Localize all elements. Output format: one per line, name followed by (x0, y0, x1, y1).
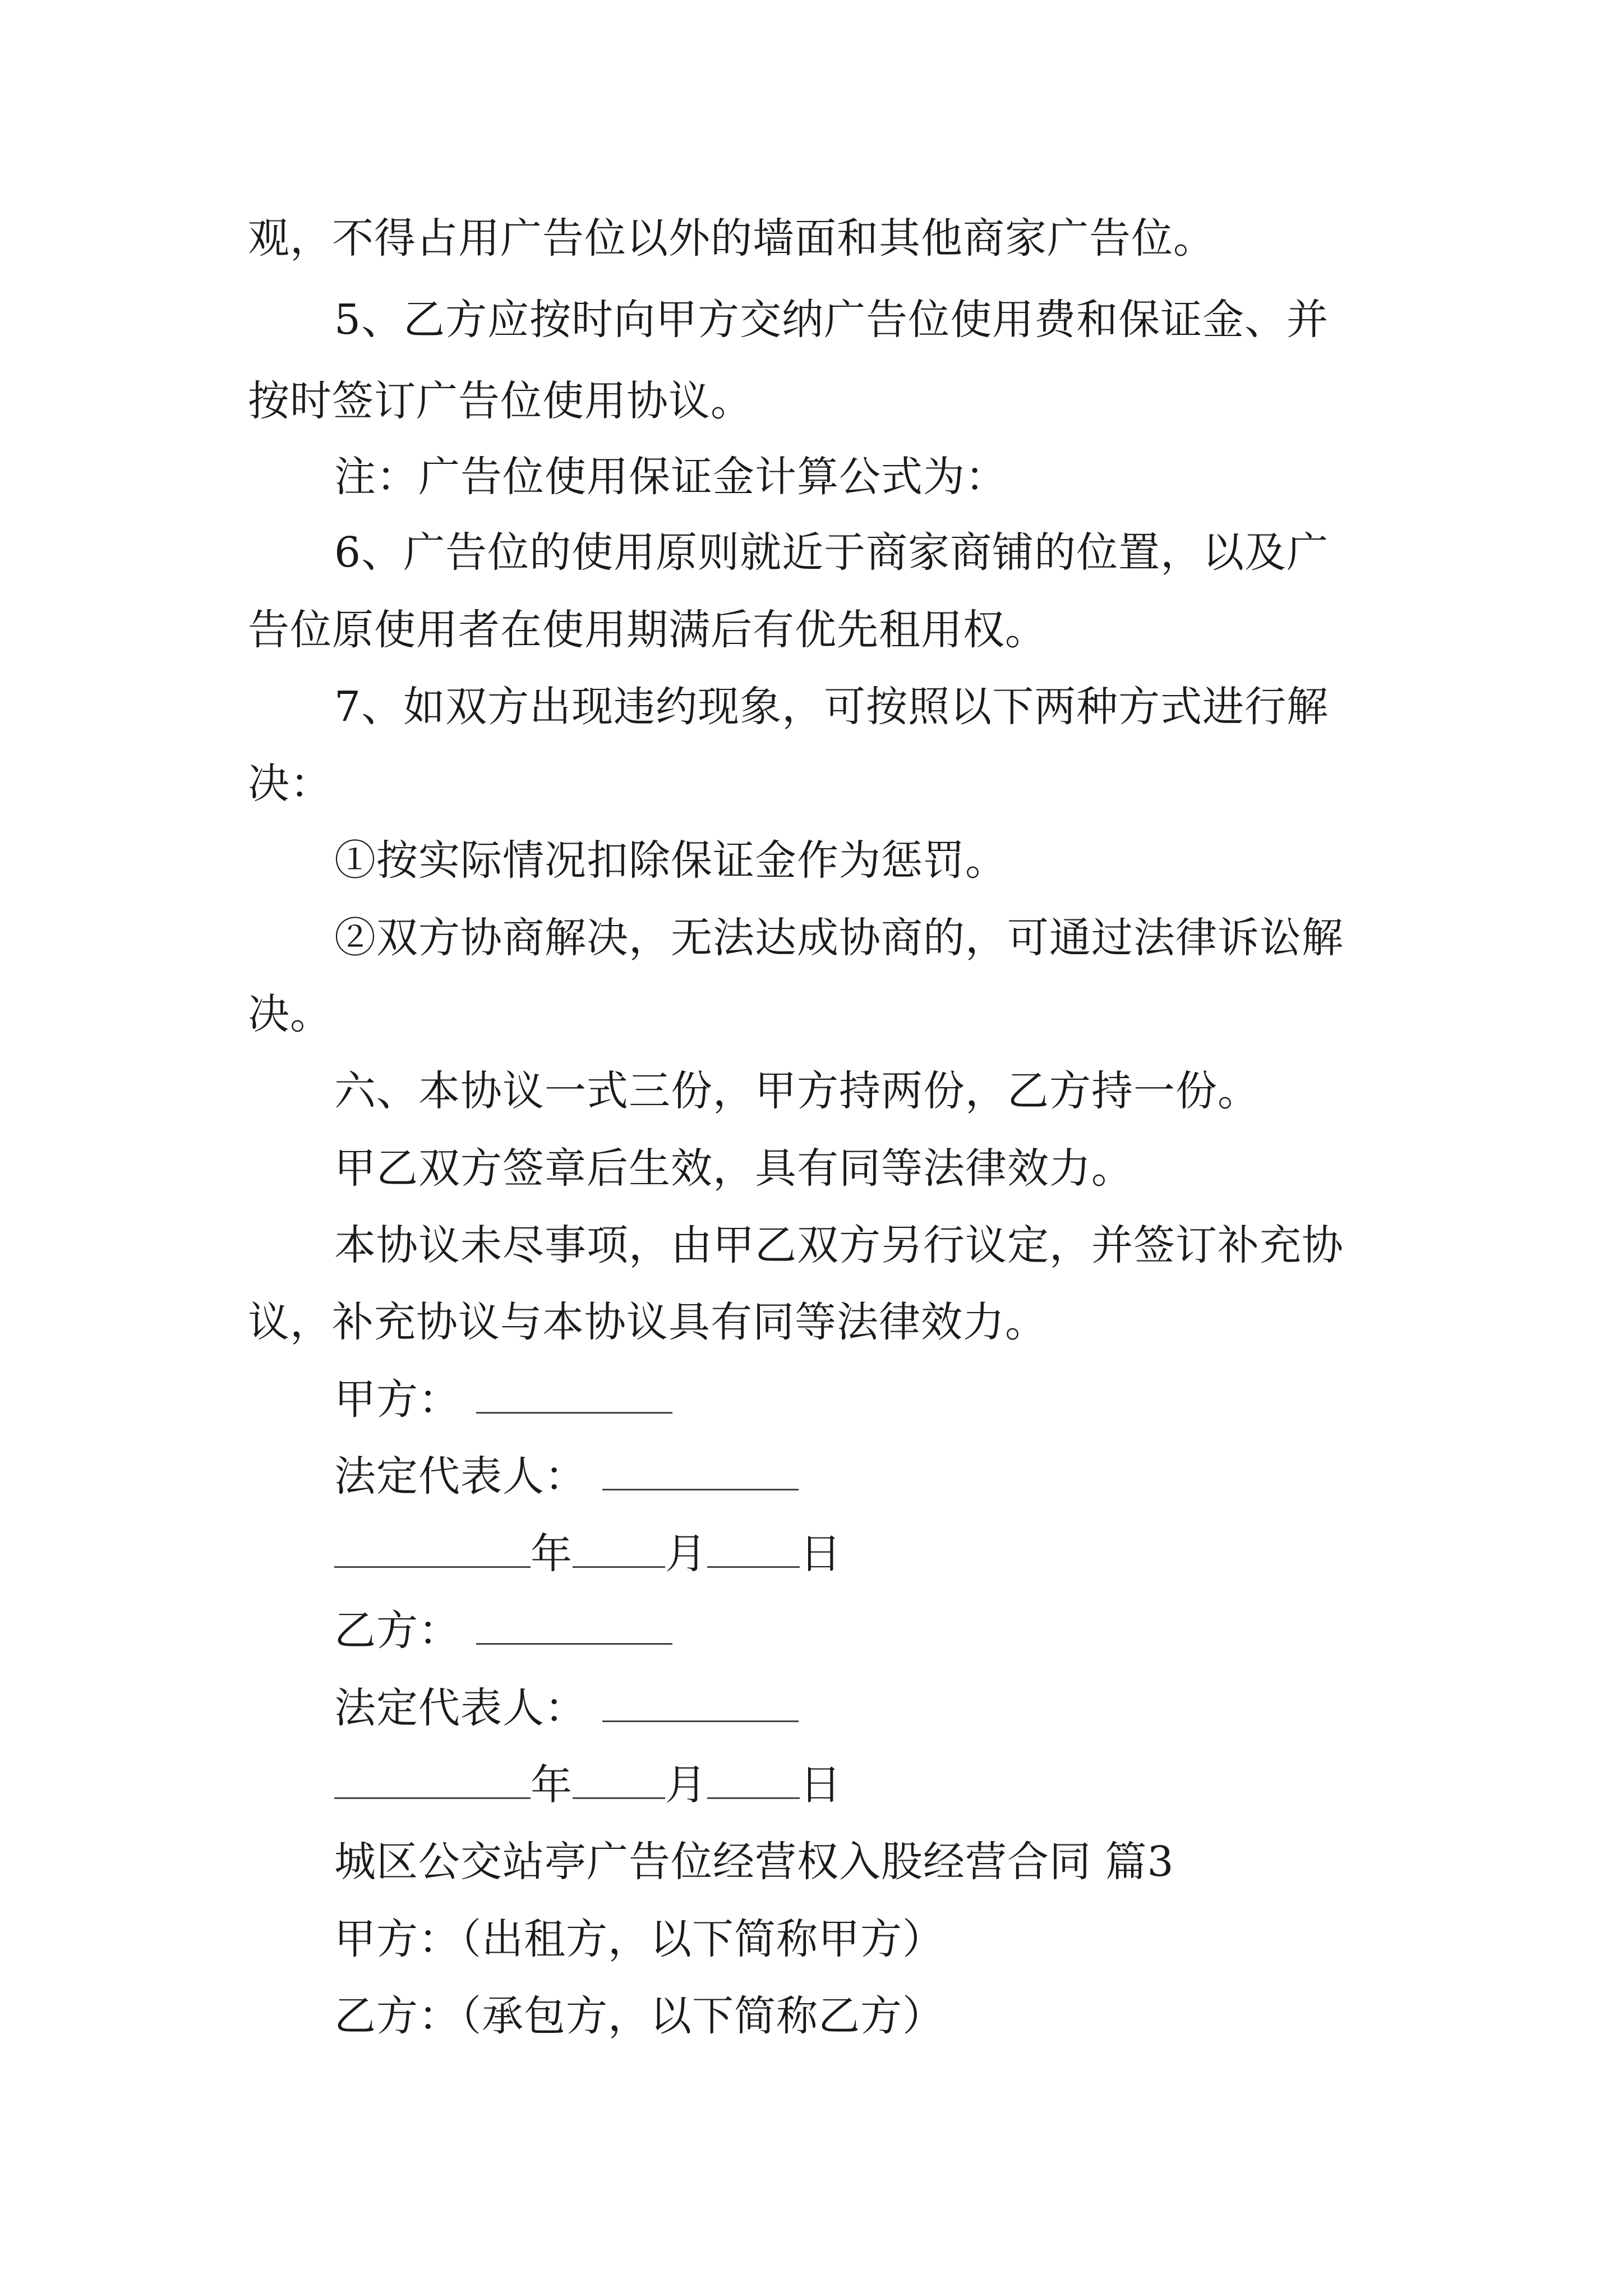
paragraph-line: 本协议未尽事项，由甲乙双方另行议定，并签订补充协 (334, 1221, 1344, 1269)
party-a-rep-blank (602, 1454, 799, 1490)
year-blank (334, 1763, 531, 1799)
day-label: 日 (800, 1530, 842, 1578)
paragraph-line: 决： (248, 760, 332, 808)
party-a-signature-row (334, 1369, 1473, 1430)
party-a-date-row (334, 1523, 1473, 1585)
year-label: 年 (531, 1761, 573, 1809)
party-b-rep-row (334, 1677, 1473, 1739)
party-b-rep-label: 法定代表人： (334, 1684, 587, 1732)
year-label: 年 (531, 1530, 573, 1578)
paragraph-line: 6、广告位的使用原则就近于商家商铺的位置，以及广 (334, 528, 1329, 577)
paragraph-line: 7、如双方出现违约现象，可按照以下两种方式进行解 (334, 683, 1329, 731)
paragraph-line: 六、本协议一式三份，甲方持两份，乙方持一份。 (334, 1067, 1260, 1115)
month-blank (573, 1763, 665, 1799)
party-b-blank (476, 1608, 672, 1645)
paragraph-line: 5、乙方应按时向甲方交纳广告位使用费和保证金、并 (334, 296, 1329, 344)
party-b-date-row (334, 1754, 1473, 1816)
party-b-signature-row (334, 1600, 1473, 1662)
paragraph-line: 按时签订广告位使用协议。 (248, 377, 753, 425)
party-b-label: 乙方： (334, 1607, 460, 1655)
party-a-rep-label: 法定代表人： (334, 1452, 587, 1501)
party-b-description: 乙方：（承包方，以下简称乙方） (334, 1992, 944, 2040)
day-blank (707, 1763, 800, 1799)
paragraph-line: 甲乙双方签章后生效，具有同等法律效力。 (334, 1144, 1133, 1193)
paragraph-line: 决。 (248, 990, 332, 1038)
paragraph-line: 观，不得占用广告位以外的墙面和其他商家广告位。 (248, 214, 1215, 263)
year-blank (334, 1531, 531, 1568)
day-blank (707, 1531, 800, 1568)
paragraph-line: ①按实际情况扣除保证金作为惩罚。 (334, 836, 1007, 885)
party-a-rep-row (334, 1446, 1473, 1507)
day-label: 日 (800, 1761, 842, 1809)
section-title: 城区公交站亭广告位经营权入股经营合同 篇3 (334, 1838, 1174, 1886)
month-label: 月 (665, 1530, 707, 1578)
party-b-rep-blank (602, 1686, 799, 1722)
paragraph-line: 议，补充协议与本协议具有同等法律效力。 (248, 1298, 1047, 1346)
party-a-label: 甲方： (334, 1375, 460, 1424)
month-label: 月 (665, 1761, 707, 1809)
paragraph-line: 注：广告位使用保证金计算公式为： (334, 453, 1007, 501)
month-blank (573, 1531, 665, 1568)
party-a-description: 甲方：（出租方，以下简称甲方） (334, 1915, 944, 1963)
paragraph-line: 告位原使用者在使用期满后有优先租用权。 (248, 606, 1047, 654)
party-a-blank (476, 1377, 672, 1414)
paragraph-line: ②双方协商解决，无法达成协商的，可通过法律诉讼解 (334, 914, 1344, 962)
